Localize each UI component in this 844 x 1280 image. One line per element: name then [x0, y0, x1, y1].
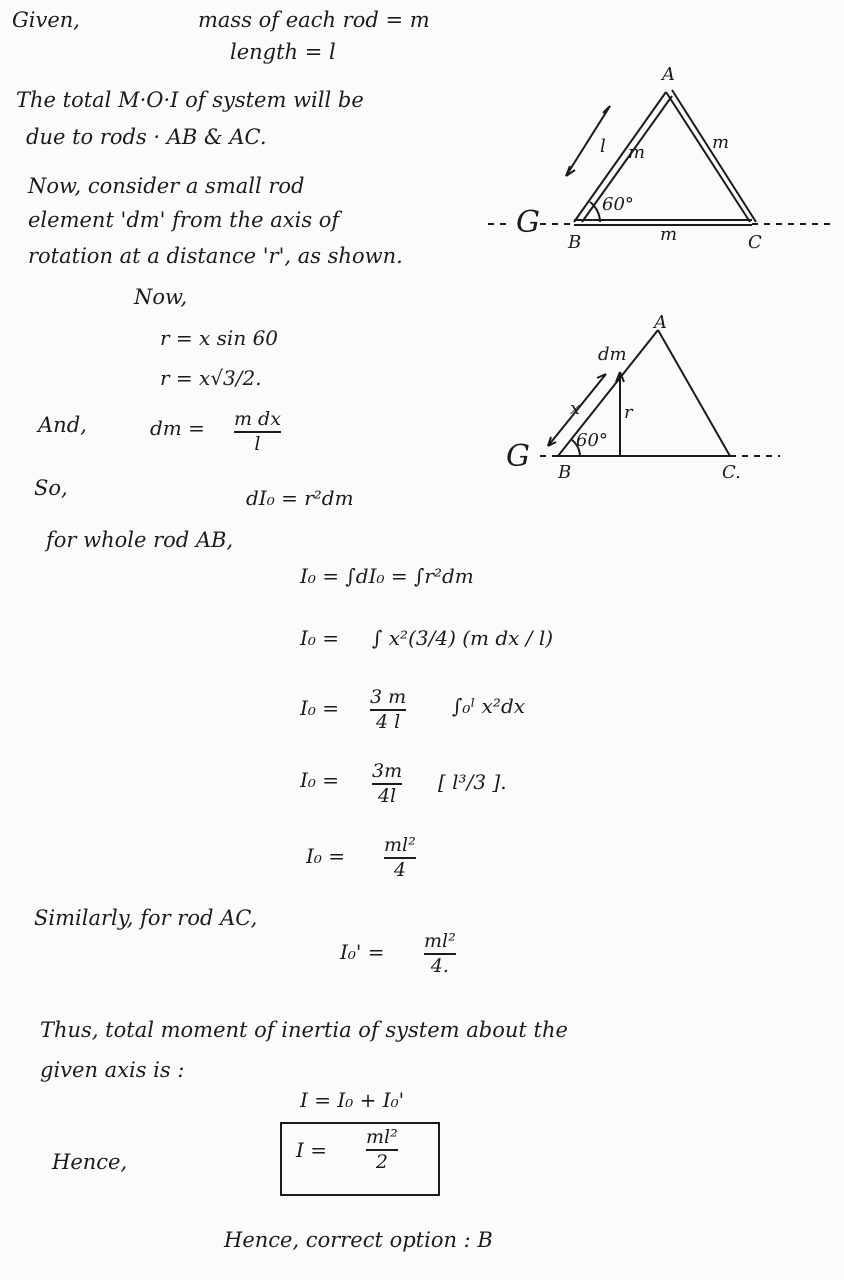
integral-eq-5-lhs: I₀ =: [306, 844, 346, 868]
fig2-x-label: x: [570, 398, 581, 419]
intro-line-1: The total M·O·I of system will be: [16, 88, 364, 112]
fig2-angle: 60°: [576, 430, 608, 451]
eq4-denominator: 4l: [377, 785, 397, 807]
fig1-mass-bc: m: [660, 224, 678, 245]
answer-line: Hence, correct option : B: [224, 1228, 493, 1252]
similarly-line: Similarly, for rod AC,: [34, 906, 258, 930]
total-line-1: Thus, total moment of inertia of system about the: [40, 1018, 568, 1042]
fig2-vertex-b: B: [558, 462, 572, 483]
eq5-denominator: 4: [393, 859, 406, 881]
fig1-vertex-b: B: [568, 232, 582, 253]
dm-lhs: dm =: [150, 416, 205, 440]
similarly-numerator: ml²: [424, 930, 456, 952]
given-label: Given,: [12, 8, 80, 32]
integral-eq-3-integral: ∫₀ˡ x²dx: [452, 694, 526, 718]
fig1-angle: 60°: [602, 194, 634, 215]
similarly-denominator: 4.: [430, 955, 449, 977]
fig2-r-label: r: [624, 402, 633, 423]
total-line-2: given axis is :: [40, 1058, 185, 1082]
eq3-numerator: 3 m: [370, 686, 407, 708]
similarly-lhs: I₀' =: [340, 940, 385, 964]
given-length-line: length = l: [230, 40, 336, 64]
fig1-vertex-c: C: [748, 232, 762, 253]
dm-denominator: l: [254, 433, 261, 455]
integral-eq-4-lhs: I₀ =: [300, 768, 340, 792]
fig1-axis-label: G: [516, 205, 540, 240]
consider-line-1: Now, consider a small rod: [28, 174, 305, 198]
integral-eq-1: I₀ = ∫dI₀ = ∫r²dm: [300, 564, 474, 588]
fig1-mass-ab: m: [628, 142, 646, 163]
fig2-axis-label: G: [506, 439, 530, 474]
consider-line-3: rotation at a distance 'r', as shown.: [28, 244, 403, 268]
fig2-vertex-c: C.: [722, 462, 741, 483]
given-mass-line: mass of each rod = m: [198, 8, 430, 32]
box-lhs: I =: [296, 1138, 328, 1162]
r-equation-1: r = x sin 60: [160, 326, 279, 350]
fig1-side-ab-length: l: [600, 136, 606, 157]
box-denominator: 2: [375, 1151, 388, 1173]
integral-eq-2-lhs: I₀ =: [300, 626, 340, 650]
fig2-element-dm: dm: [598, 344, 627, 365]
integral-eq-2-rhs: ∫ x²(3/4) (m dx / l): [372, 626, 554, 650]
so-label: So,: [34, 476, 68, 500]
integral-eq-4-bracket: [ l³/3 ].: [438, 770, 507, 794]
total-sum: I = I₀ + I₀': [300, 1088, 405, 1112]
fig2-vertex-a: A: [654, 312, 667, 333]
fig1-mass-ac: m: [712, 132, 730, 153]
eq5-numerator: ml²: [384, 834, 416, 856]
eq3-denominator: 4 l: [375, 711, 401, 733]
dm-numerator: m dx: [234, 408, 281, 430]
eq4-numerator: 3m: [372, 760, 403, 782]
whole-rod-line: for whole rod AB,: [46, 528, 234, 552]
intro-line-2: due to rods · AB & AC.: [26, 125, 267, 149]
consider-line-2: element 'dm' from the axis of: [28, 208, 340, 232]
now-label: Now,: [134, 285, 188, 309]
r-equation-2: r = x√3/2.: [160, 366, 262, 390]
hence-label: Hence,: [52, 1150, 128, 1174]
fig1-vertex-a: A: [662, 64, 675, 85]
integral-eq-3-lhs: I₀ =: [300, 696, 340, 720]
box-numerator: ml²: [366, 1126, 398, 1148]
dI-equation: dI₀ = r²dm: [246, 486, 354, 510]
and-label: And,: [38, 413, 87, 437]
